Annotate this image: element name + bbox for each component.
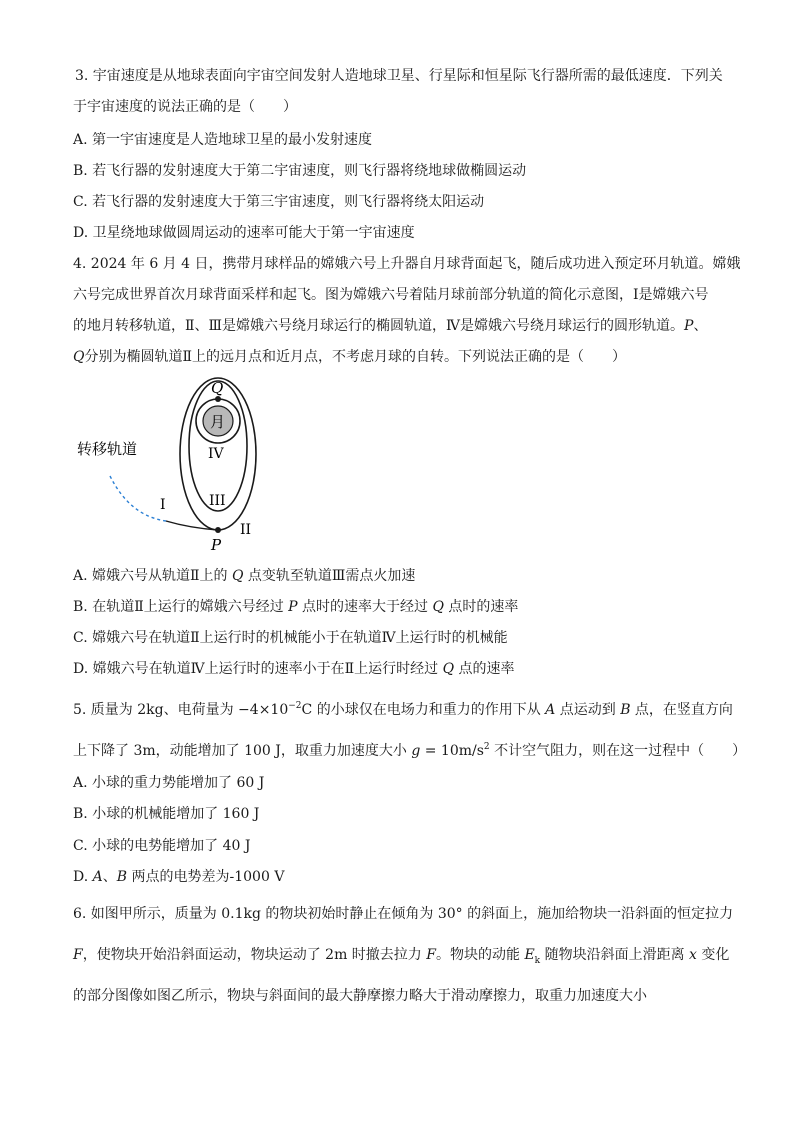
point-p <box>215 527 221 533</box>
q6-stem-text-2a: ，使物块开始沿斜面运动，物块运动了 2m 时撤去拉力 <box>82 947 427 963</box>
var-p: P <box>684 318 694 334</box>
q5-stem-text-2a: 上下降了 3m，动能增加了 100 J，取重力加速度大小 <box>73 743 412 759</box>
q4-option-b-text-3: 点时的速率 <box>443 599 519 615</box>
q3-option-b: B. 若飞行器的发射速度大于第二宇宙速度，则飞行器将绕地球做椭圆运动 <box>73 163 527 179</box>
q4-option-b-text-2: 点时的速率大于经过 <box>297 599 433 615</box>
label-ii: II <box>240 522 252 538</box>
q5-stem-text-2c: 不计空气阻力，则在这一过程中（ ） <box>489 743 747 759</box>
var-ek: E <box>524 947 535 963</box>
q3-option-d: D. 卫星绕地球做圆周运动的速率可能大于第一宇宙速度 <box>73 225 415 241</box>
q5-stem-line-1 <box>73 696 733 720</box>
q4-stem-line-4-text: 分别为椭圆轨道Ⅱ上的远月点和近月点，不考虑月球的自转。下列说法正确的是（ ） <box>84 349 626 365</box>
var-p: P <box>288 599 298 615</box>
orbit-i <box>166 521 218 530</box>
label-iv: IV <box>208 446 224 462</box>
q5-stem-text-2b: = 10m/s <box>420 743 484 759</box>
q4-stem-line-3 <box>73 316 707 336</box>
q3-stem-line-1: 3. 宇宙速度是从地球表面向宇宙空间发射人造地球卫星、行星际和恒星际飞行器所需的最低速度．下列关 <box>75 68 723 84</box>
q5-option-d-text-2: 、 <box>102 869 117 885</box>
transfer-orbit-label: 转移轨道 <box>77 440 138 458</box>
q4-stem-line-1: 4. 2024 年 6 月 4 日，携带月球样品的嫦娥六号上升器自月球背面起飞，随后成功进入预定环月轨道。嫦娥 <box>73 256 741 272</box>
q3-option-a: A. 第一宇宙速度是人造地球卫星的最小发射速度 <box>73 132 373 148</box>
q5-stem-text-1b: C 的小球仅在电场力和重力的作用下从 <box>301 702 546 718</box>
q5-option-b: B. 小球的机械能增加了 160 J <box>73 806 260 822</box>
var-x: x <box>689 947 697 963</box>
var-ek-subscript: k <box>534 955 541 966</box>
label-q: Q <box>211 379 224 397</box>
var-g: g <box>411 743 421 759</box>
q5-option-a: A. 小球的重力势能增加了 60 J <box>73 775 265 791</box>
q4-option-a <box>73 566 415 586</box>
q3-stem-line-2: 于宇宙速度的说法正确的是（ ） <box>73 99 297 115</box>
q5-stem-text-1a: 5. 质量为 2kg、电荷量为 −4×10 <box>73 702 289 718</box>
var-q: Q <box>432 599 444 615</box>
q6-stem-line-2 <box>73 945 729 971</box>
var-b: B <box>620 702 631 718</box>
q5-stem-text-1c: 点运动到 <box>555 702 621 718</box>
q4-option-d <box>73 659 515 679</box>
q5-option-c: C. 小球的电势能增加了 40 J <box>73 838 251 854</box>
q4-option-b-text-1: B. 在轨道Ⅱ上运行的嫦娥六号经过 <box>73 599 289 615</box>
label-iii: III <box>209 493 226 509</box>
q4-option-a-text-2: 点变轨至轨道Ⅲ需点火加速 <box>243 568 416 584</box>
q3-option-c: C. 若飞行器的发射速度大于第三宇宙速度，则飞行器将绕太阳运动 <box>73 194 485 210</box>
q4-stem-line-4 <box>73 347 626 367</box>
var-q: Q <box>231 568 244 584</box>
q4-stem-line-3-text: 的地月转移轨道，Ⅱ、Ⅲ是嫦娥六号绕月球运行的椭圆轨道，Ⅳ是嫦娥六号绕月球运行的圆形轨道。 <box>73 318 685 334</box>
var-f: F <box>73 947 83 963</box>
q6-stem-text-2d: 变化 <box>696 947 730 963</box>
var-q: Q <box>73 349 85 365</box>
var-a: A <box>92 869 103 885</box>
label-p: P <box>211 536 222 554</box>
q4-stem-line-3-tail: 、 <box>693 318 708 334</box>
var-q: Q <box>442 661 455 677</box>
transfer-dashed-path <box>110 476 166 521</box>
q5-option-d <box>73 867 284 887</box>
q5-stem-text-1d: 点，在竖直方向 <box>630 702 733 718</box>
q5-exponent: −2 <box>288 701 302 711</box>
var-b: B <box>116 869 128 885</box>
q4-option-c: C. 嫦娥六号在轨道Ⅱ上运行时的机械能小于在轨道Ⅳ上运行时的机械能 <box>73 630 508 646</box>
q5-option-d-text-1: D. <box>73 869 93 885</box>
q4-option-d-text-2: 点的速率 <box>454 661 515 677</box>
moon-label: 月 <box>210 413 226 431</box>
q4-option-a-text-1: A. 嫦娥六号从轨道Ⅱ上的 <box>73 568 232 584</box>
q6-stem-text-2b: 。物块的动能 <box>435 947 525 963</box>
var-f: F <box>426 947 436 963</box>
var-a: A <box>545 702 556 718</box>
q5-option-d-text-3: 两点的电势差为-1000 V <box>127 869 285 885</box>
q5-exponent-2: 2 <box>483 742 490 752</box>
q5-stem-line-2 <box>73 737 746 761</box>
q4-option-b <box>73 597 518 617</box>
orbit-diagram <box>70 376 290 556</box>
q4-option-d-text-1: D. 嫦娥六号在轨道Ⅳ上运行时的速率小于在Ⅱ上运行时经过 <box>73 661 443 677</box>
q6-stem-line-3: 的部分图像如图乙所示，物块与斜面间的最大静摩擦力略大于滑动摩擦力，取重力加速度大小 <box>73 988 647 1004</box>
label-i: I <box>160 497 166 513</box>
q6-stem-line-1: 6. 如图甲所示，质量为 0.1kg 的物块初始时静止在倾角为 30° 的斜面上，施加给物块一沿斜面的恒定拉力 <box>73 906 734 922</box>
q6-stem-text-2c: 随物块沿斜面上滑距离 <box>540 947 690 963</box>
q4-stem-line-2: 六号完成世界首次月球背面采样和起飞。图为嫦娥六号着陆月球前部分轨道的简化示意图，Ⅰ是嫦娥六号 <box>73 287 709 303</box>
